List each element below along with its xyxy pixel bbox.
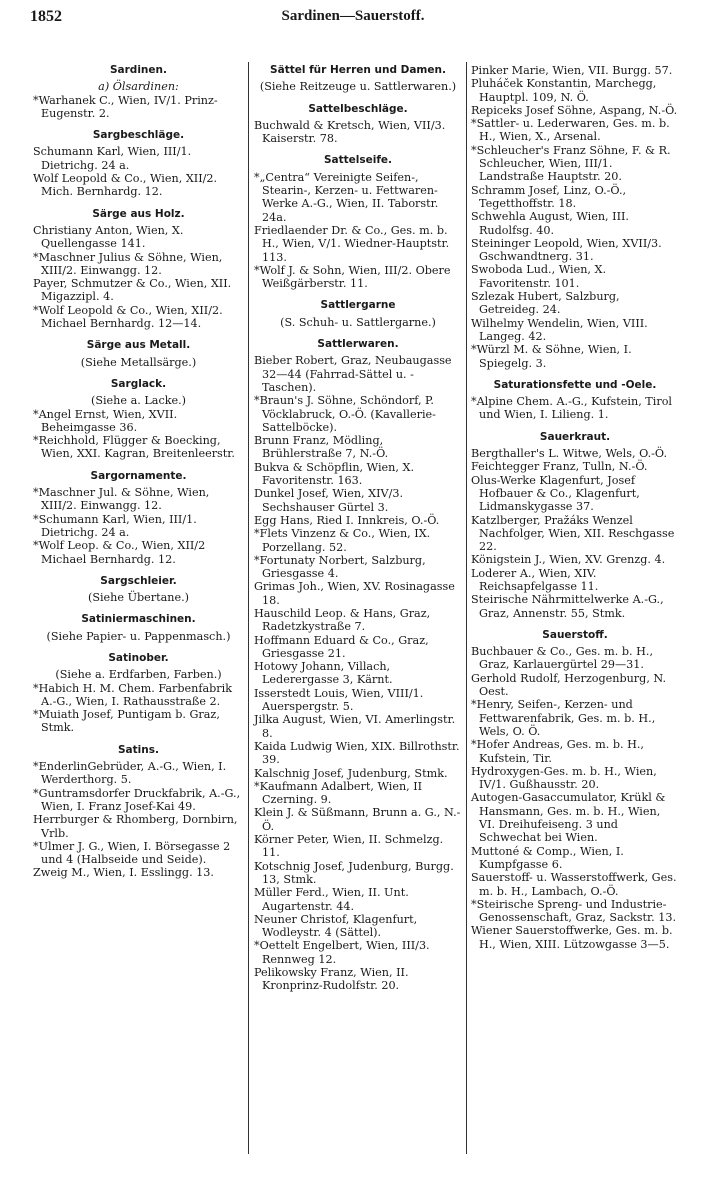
cross-reference-note: (Siehe Übertane.) (87, 591, 190, 605)
directory-entry: Königstein J., Wien, XV. Grenzg. 4. (471, 553, 666, 567)
column-2 (254, 64, 462, 993)
section-heading: Sauerkraut. (539, 430, 611, 443)
directory-entry: Muttoné & Comp., Wien, I. Kumpfgasse 6. (471, 844, 624, 871)
directory-entry: Schramm Josef, Linz, O.-Ö., Tegetthoffstr. 18. (471, 183, 627, 210)
cross-reference-note: (Siehe Metallsärge.) (80, 355, 197, 369)
directory-entry: Egg Hans, Ried I. Innkreis, O.-Ö. (254, 513, 440, 527)
directory-entry: Neuner Christof, Klagenfurt, Wodleystr. 4 (Sättel). (254, 912, 418, 940)
directory-entry: *Würzl M. & Söhne, Wien, I. Spiegelg. 3. (471, 343, 632, 370)
directory-entry: Pelikowsky Franz, Wien, II. Kronprinz-Rudolfstr. 20. (254, 966, 409, 993)
directory-entry: *Ulmer J. G., Wien, I. Börsegasse 2 und 4 (Halbseide und Seide). (33, 839, 231, 867)
directory-entry: Katzlberger, Pražáks Wenzel Nachfolger, Wien, XII. Reschgasse 22. (471, 513, 675, 554)
directory-entry: *Schleucher's Franz Söhne, F. & R. Schleucher, Wien, III/1. Landstraße Hauptstr. 20. (471, 143, 671, 184)
directory-entry: Steininger Leopold, Wien, XVII/3. Gschwandtnerg. 31. (471, 236, 662, 264)
section-heading: Särge aus Holz. (92, 207, 185, 220)
directory-entry: Buchbauer & Co., Ges. m. b. H., Graz, Karlauergürtel 29—31. (471, 645, 654, 672)
section-heading: Satiniermaschinen. (81, 613, 196, 626)
section-heading: Sättel für Herren und Damen. (270, 64, 446, 76)
cross-reference-note: (Siehe a. Lacke.) (90, 394, 187, 408)
directory-entry: Olus-Werke Klagenfurt, Josef Hofbauer & Co., Klagenfurt, Lidmanskygasse 37. (471, 473, 640, 514)
directory-entry: *Hofer Andreas, Ges. m. b. H., Kufstein, Tir. (471, 738, 644, 765)
directory-entry: Grimas Joh., Wien, XV. Rosinagasse 18. (254, 580, 455, 607)
directory-entry: Dunkel Josef, Wien, XIV/3. Sechshauser Gürtel 3. (254, 487, 404, 514)
cross-reference-note: (Siehe a. Erdfarben, Farben.) (55, 668, 222, 682)
section-heading: Sargschleier. (100, 574, 177, 587)
section-heading: Sardinen. (109, 64, 167, 76)
directory-entry: *Alpine Chem. A.-G., Kufstein, Tirol und Wien, I. Lilieng. 1. (471, 395, 673, 422)
section-heading: Saturationsfette und -Oele. (493, 378, 657, 391)
directory-entry: *Sattler- u. Lederwaren, Ges. m. b. H., Wien, X., Arsenal. (471, 117, 670, 144)
directory-entry: Jilka August, Wien, VI. Amerlingstr. 8. (254, 713, 456, 740)
directory-entry: *Reichhold, Flügger & Boecking, Wien, XXI. Kagran, Breitenleerstr. (33, 434, 235, 461)
directory-entry: Kotschnig Josef, Judenburg, Burgg. 13, Stmk. (254, 859, 454, 886)
directory-entry: *Maschner Julius & Söhne, Wien, XIII/2. Einwangg. 12. (33, 250, 223, 277)
directory-entry: Schwehla August, Wien, III. Rudolfsg. 40. (471, 210, 629, 237)
cross-reference-note: (Siehe Reitzeuge u. Sattlerwaren.) (259, 80, 457, 94)
section-subheading: a) Ölsardinen: (98, 80, 179, 94)
directory-entry: Hauschild Leop. & Hans, Graz, Radetzkystraße 7. (254, 606, 431, 634)
directory-entry: Buchwald & Kretsch, Wien, VII/3. Kaiserstr. 78. (254, 118, 446, 146)
directory-entry: Wilhelmy Wendelin, Wien, VIII. Langeg. 42. (471, 316, 648, 343)
directory-entry: *Angel Ernst, Wien, XVII. Beheimgasse 36. (33, 407, 178, 434)
section-heading: Satins. (118, 743, 159, 756)
directory-entry: *Henry, Seifen-, Kerzen- und Fettwarenfabrik, Ges. m. b. H., Wels, O. Ö. (471, 698, 656, 738)
directory-entry: Bergthaller's L. Witwe, Wels, O.-Ö. (471, 447, 668, 461)
directory-entry: *Warhanek C., Wien, IV/1. Prinz-Eugenstr. 2. (33, 93, 218, 120)
directory-entry: Kaida Ludwig Wien, XIX. Billrothstr. 39. (254, 739, 460, 767)
directory-entry: *Wolf J. & Sohn, Wien, III/2. Obere Weißgärberstr. 11. (254, 263, 451, 291)
directory-entry: Friedlaender Dr. & Co., Ges. m. b. H., Wien, V/1. Wiedner-Hauptstr. 113. (254, 223, 450, 264)
directory-entry: *Maschner Jul. & Söhne, Wien, XIII/2. Einwangg. 12. (33, 486, 210, 513)
directory-entry: Hoffmann Eduard & Co., Graz, Griesgasse 21. (254, 633, 429, 660)
directory-entry: *Muiath Josef, Puntigam b. Graz, Stmk. (33, 708, 220, 735)
directory-entry: *EnderlinGebrüder, A.-G., Wien, I. Werderthorg. 5. (33, 760, 227, 787)
directory-entry: Loderer A., Wien, XIV. Reichsapfelgasse 11. (471, 566, 599, 593)
cross-reference-note: (Siehe Papier- u. Pappenmasch.) (46, 629, 231, 643)
directory-entry: *Guntramsdorfer Druckfabrik, A.-G., Wien, I. Franz Josef-Kai 49. (33, 786, 241, 813)
directory-entry: Isserstedt Louis, Wien, VIII/1. Auerspergstr. 5. (254, 686, 424, 714)
directory-entry: Wolf Leopold & Co., Wien, XII/2. Mich. Bernhardg. 12. (33, 172, 218, 199)
section-heading: Sattlerwaren. (317, 338, 399, 351)
directory-entry: Swoboda Lud., Wien, X. Favoritenstr. 101. (471, 263, 607, 290)
directory-entry: Steirische Nährmittelwerke A.-G., Graz, Annenstr. 55, Stmk. (471, 593, 664, 620)
directory-entry: Wiener Sauerstoffwerke, Ges. m. b. H., Wien, XIII. Lützowgasse 3—5. (471, 924, 673, 951)
section-heading: Sattlergarne (320, 299, 396, 312)
column-1 (33, 64, 244, 880)
column-rule (248, 62, 249, 1154)
directory-entry: Zweig M., Wien, I. Esslingg. 13. (33, 866, 214, 880)
directory-entry: *Flets Vinzenz & Co., Wien, IX. Porzellang. 52. (254, 527, 431, 554)
section-heading: Sattelseife. (323, 154, 393, 167)
directory-entry: Schumann Karl, Wien, III/1. Dietrichg. 24 a. (33, 145, 192, 172)
directory-entry: Bieber Robert, Graz, Neubaugasse 32—44 (Fahrrad-Sättel u. -Taschen). (254, 354, 452, 394)
directory-entry: Hydroxygen-Ges. m. b. H., Wien, IV/1. Gußhausstr. 20. (471, 764, 657, 792)
directory-entry: *Fortunaty Norbert, Salzburg, Griesgasse 4. (254, 553, 426, 581)
directory-entry: *„Centra“ Vereinigte Seifen-, Stearin-, Kerzen- u. Fettwaren-Werke A.-G., Wien, II. Taborstr. 24a. (254, 170, 439, 224)
directory-entry: Kalschnig Josef, Judenburg, Stmk. (254, 766, 448, 780)
directory-entry: *Habich H. M. Chem. Farbenfabrik A.-G., Wien, I. Rathausstraße 2. (33, 681, 233, 708)
directory-entry: Herrburger & Rhomberg, Dornbirn, Vrlb. (33, 813, 238, 840)
directory-entry: *Steirische Spreng- und Industrie-Genossenschaft, Graz, Sackstr. 13. (471, 897, 677, 925)
directory-entry: *Kaufmann Adalbert, Wien, II Czerning. 9. (254, 779, 423, 807)
page-title: Sardinen—Sauerstoff. (281, 8, 425, 24)
directory-entry: Autogen-Gasaccumulator, Krükl & Hansmann, Ges. m. b. H., Wien, VI. Dreihufeiseng. 3 und Schwechat bei Wien. (471, 791, 666, 845)
directory-entry: Müller Ferd., Wien, II. Unt. Augartenstr. 44. (254, 886, 409, 913)
column-rule (466, 62, 467, 1154)
directory-entry: Klein J. & Süßmann, Brunn a. G., N.-Ö. (254, 806, 461, 833)
section-heading: Sattelbeschläge. (308, 102, 408, 115)
section-heading: Sargbeschläge. (92, 129, 185, 142)
directory-entry: Repiceks Josef Söhne, Aspang, N.-Ö. (471, 103, 678, 117)
directory-entry: Szlezak Hubert, Salzburg, Getreideg. 24. (471, 290, 620, 317)
directory-entry: *Schumann Karl, Wien, III/1. Dietrichg. 24 a. (33, 512, 197, 539)
directory-entry: *Wolf Leop. & Co., Wien, XII/2 Michael Bernhardg. 12. (33, 539, 206, 566)
section-heading: Sargornamente. (90, 469, 187, 482)
directory-entry: Körner Peter, Wien, II. Schmelzg. 11. (254, 833, 444, 860)
section-heading: Sauerstoff. (542, 628, 608, 641)
directory-entry: Feichtegger Franz, Tulln, N.-Ö. (471, 460, 648, 474)
directory-entry: *Wolf Leopold & Co., Wien, XII/2. Michael Bernhardg. 12—14. (33, 303, 223, 331)
directory-entry: Bukva & Schöpflin, Wien, X. Favoritenstr. 163. (254, 460, 414, 488)
section-heading: Särge aus Metall. (86, 339, 191, 352)
column-3 (471, 64, 679, 951)
directory-entry: Christiany Anton, Wien, X. Quellengasse 141. (33, 223, 184, 251)
cross-reference-note: (S. Schuh- u. Sattlergarne.) (280, 315, 436, 329)
section-heading: Sarglack. (110, 377, 167, 390)
directory-entry: *Braun's J. Söhne, Schöndorf, P. Vöcklabruck, O.-Ö. (Kavallerie-Sattelböcke). (254, 394, 436, 434)
section-heading: Satinober. (108, 651, 169, 664)
directory-entry: *Oettelt Engelbert, Wien, III/3. Rennweg 12. (254, 939, 430, 966)
directory-entry: Payer, Schmutzer & Co., Wien, XII. Migazzipl. 4. (33, 277, 232, 304)
directory-entry: Pluháček Konstantin, Marchegg, Hauptpl. 109, N. Ö. (471, 77, 657, 104)
directory-entry: Gerhold Rudolf, Herzogenburg, N. Oest. (471, 671, 667, 699)
directory-entry: Brunn Franz, Mödling, Brühlerstraße 7, N.-Ö. (254, 434, 389, 461)
directory-entry: Pinker Marie, Wien, VII. Burgg. 57. (471, 64, 673, 77)
page-number: 1852 (30, 8, 62, 25)
directory-entry: Hotowy Johann, Villach, Lederergasse 3, Kärnt. (254, 660, 393, 687)
directory-entry: Sauerstoff- u. Wasserstoffwerk, Ges. m. b. H., Lambach, O.-Ö. (471, 871, 677, 898)
